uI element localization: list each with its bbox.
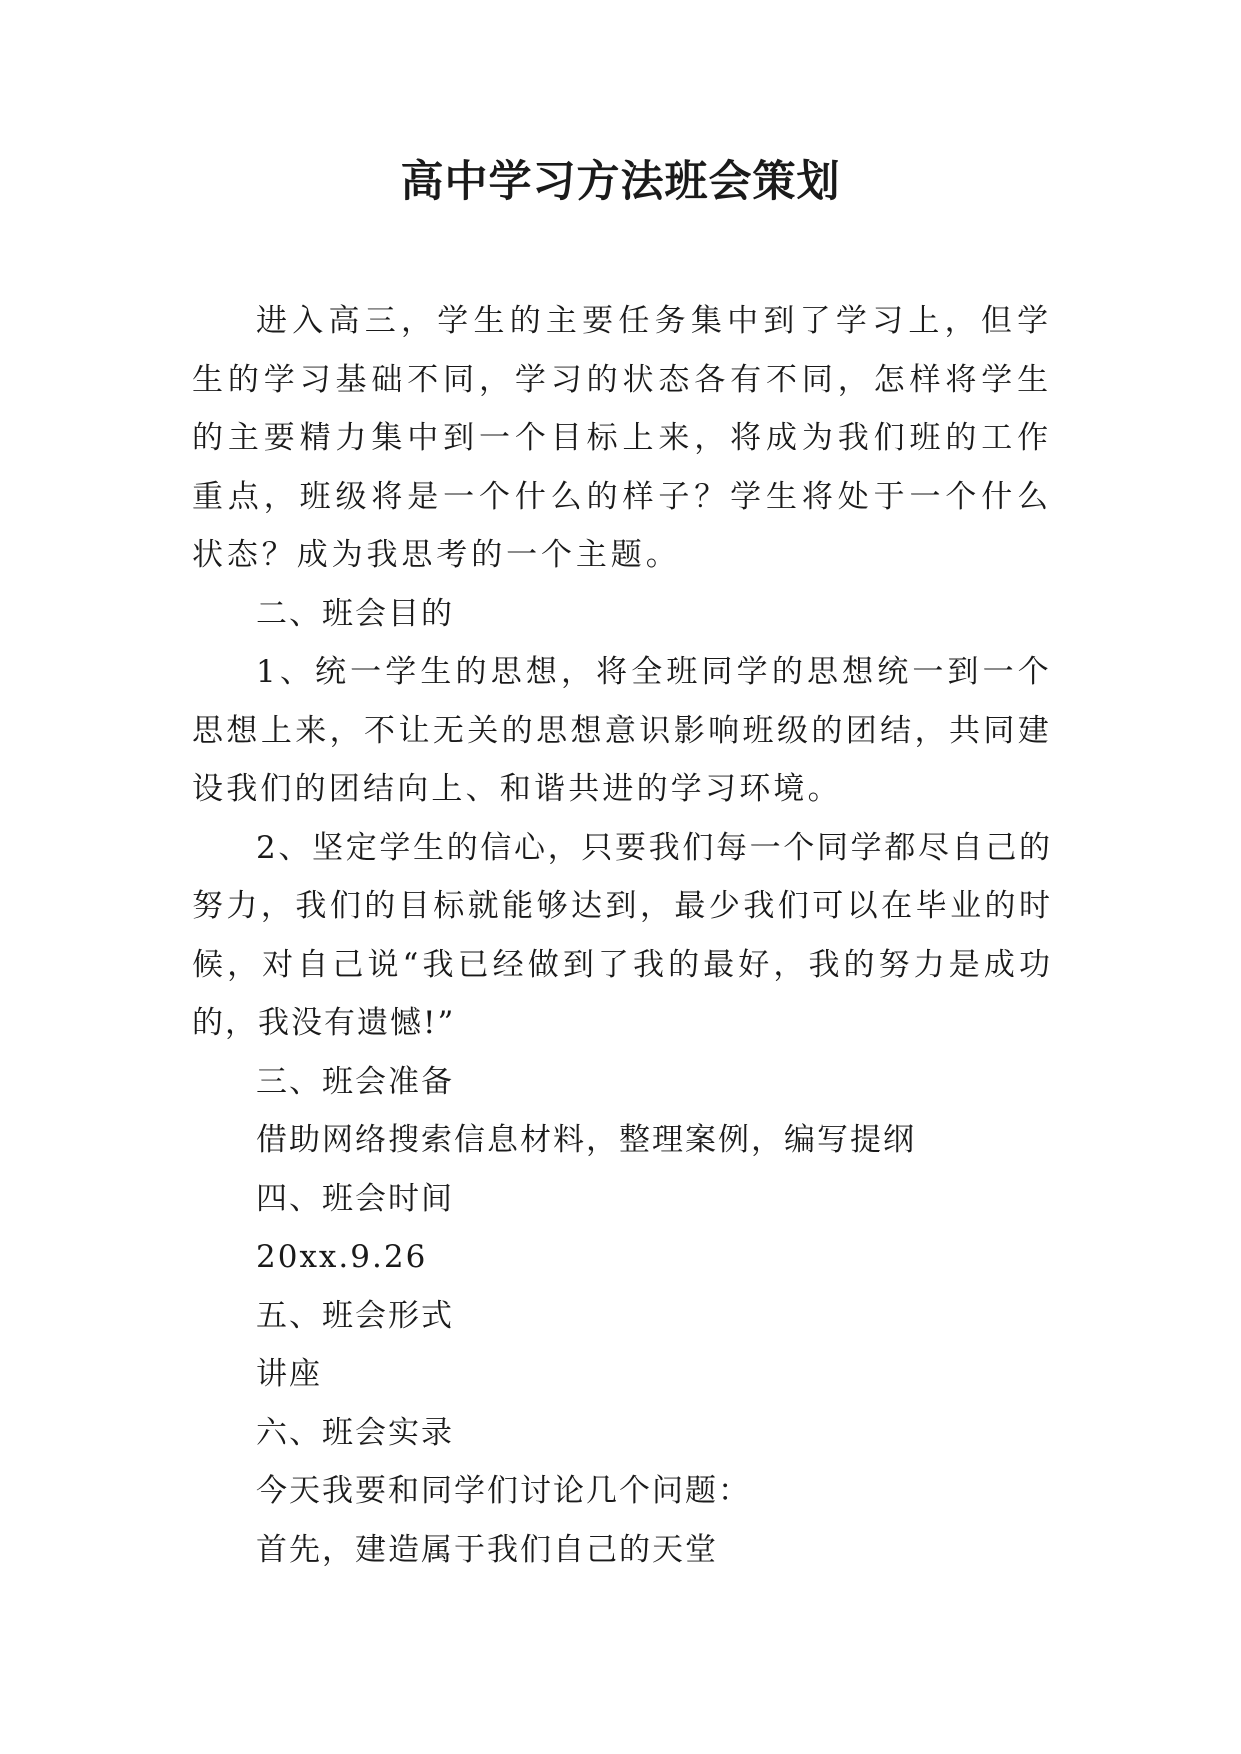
record-first-point: 首先，建造属于我们自己的天堂	[256, 1531, 718, 1568]
purpose-item-1: 1、统一学生的思想，将全班同学的思想统一到一个思想上来，不让无关的思想意识影响班级的团结，共同建设我们的团结向上、和谐共进的学习环境。	[192, 654, 1052, 807]
document-body	[192, 292, 1052, 1579]
meeting-date: 20xx.9.26	[256, 1239, 428, 1275]
section-heading-format: 五、班会形式	[256, 1297, 454, 1334]
section-heading-preparation: 三、班会准备	[256, 1063, 454, 1100]
preparation-text: 借助网络搜索信息材料，整理案例，编写提纲	[256, 1122, 916, 1158]
document-title: 高中学习方法班会策划	[400, 157, 841, 207]
purpose-item-2: 2、坚定学生的信心，只要我们每一个同学都尽自己的努力，我们的目标就能够达到，最少我们可以在毕业的时候，对自己说“我已经做到了我的最好，我的努力是成功的，我没有遗憾!”	[192, 829, 1052, 1041]
format-text: 讲座	[256, 1356, 322, 1392]
section-heading-purpose: 二、班会目的	[256, 595, 454, 632]
section-heading-time: 四、班会时间	[256, 1180, 454, 1217]
section-heading-record: 六、班会实录	[256, 1414, 454, 1451]
record-intro: 今天我要和同学们讨论几个问题：	[256, 1473, 751, 1509]
intro-paragraph: 进入高三，学生的主要任务集中到了学习上，但学生的学习基础不同，学习的状态各有不同，怎样将学生的主要精力集中到一个目标上来，将成为我们班的工作重点，班级将是一个什么的样子？学生将处于一个什么状态？成为我思考的一个主题。	[192, 303, 1052, 573]
